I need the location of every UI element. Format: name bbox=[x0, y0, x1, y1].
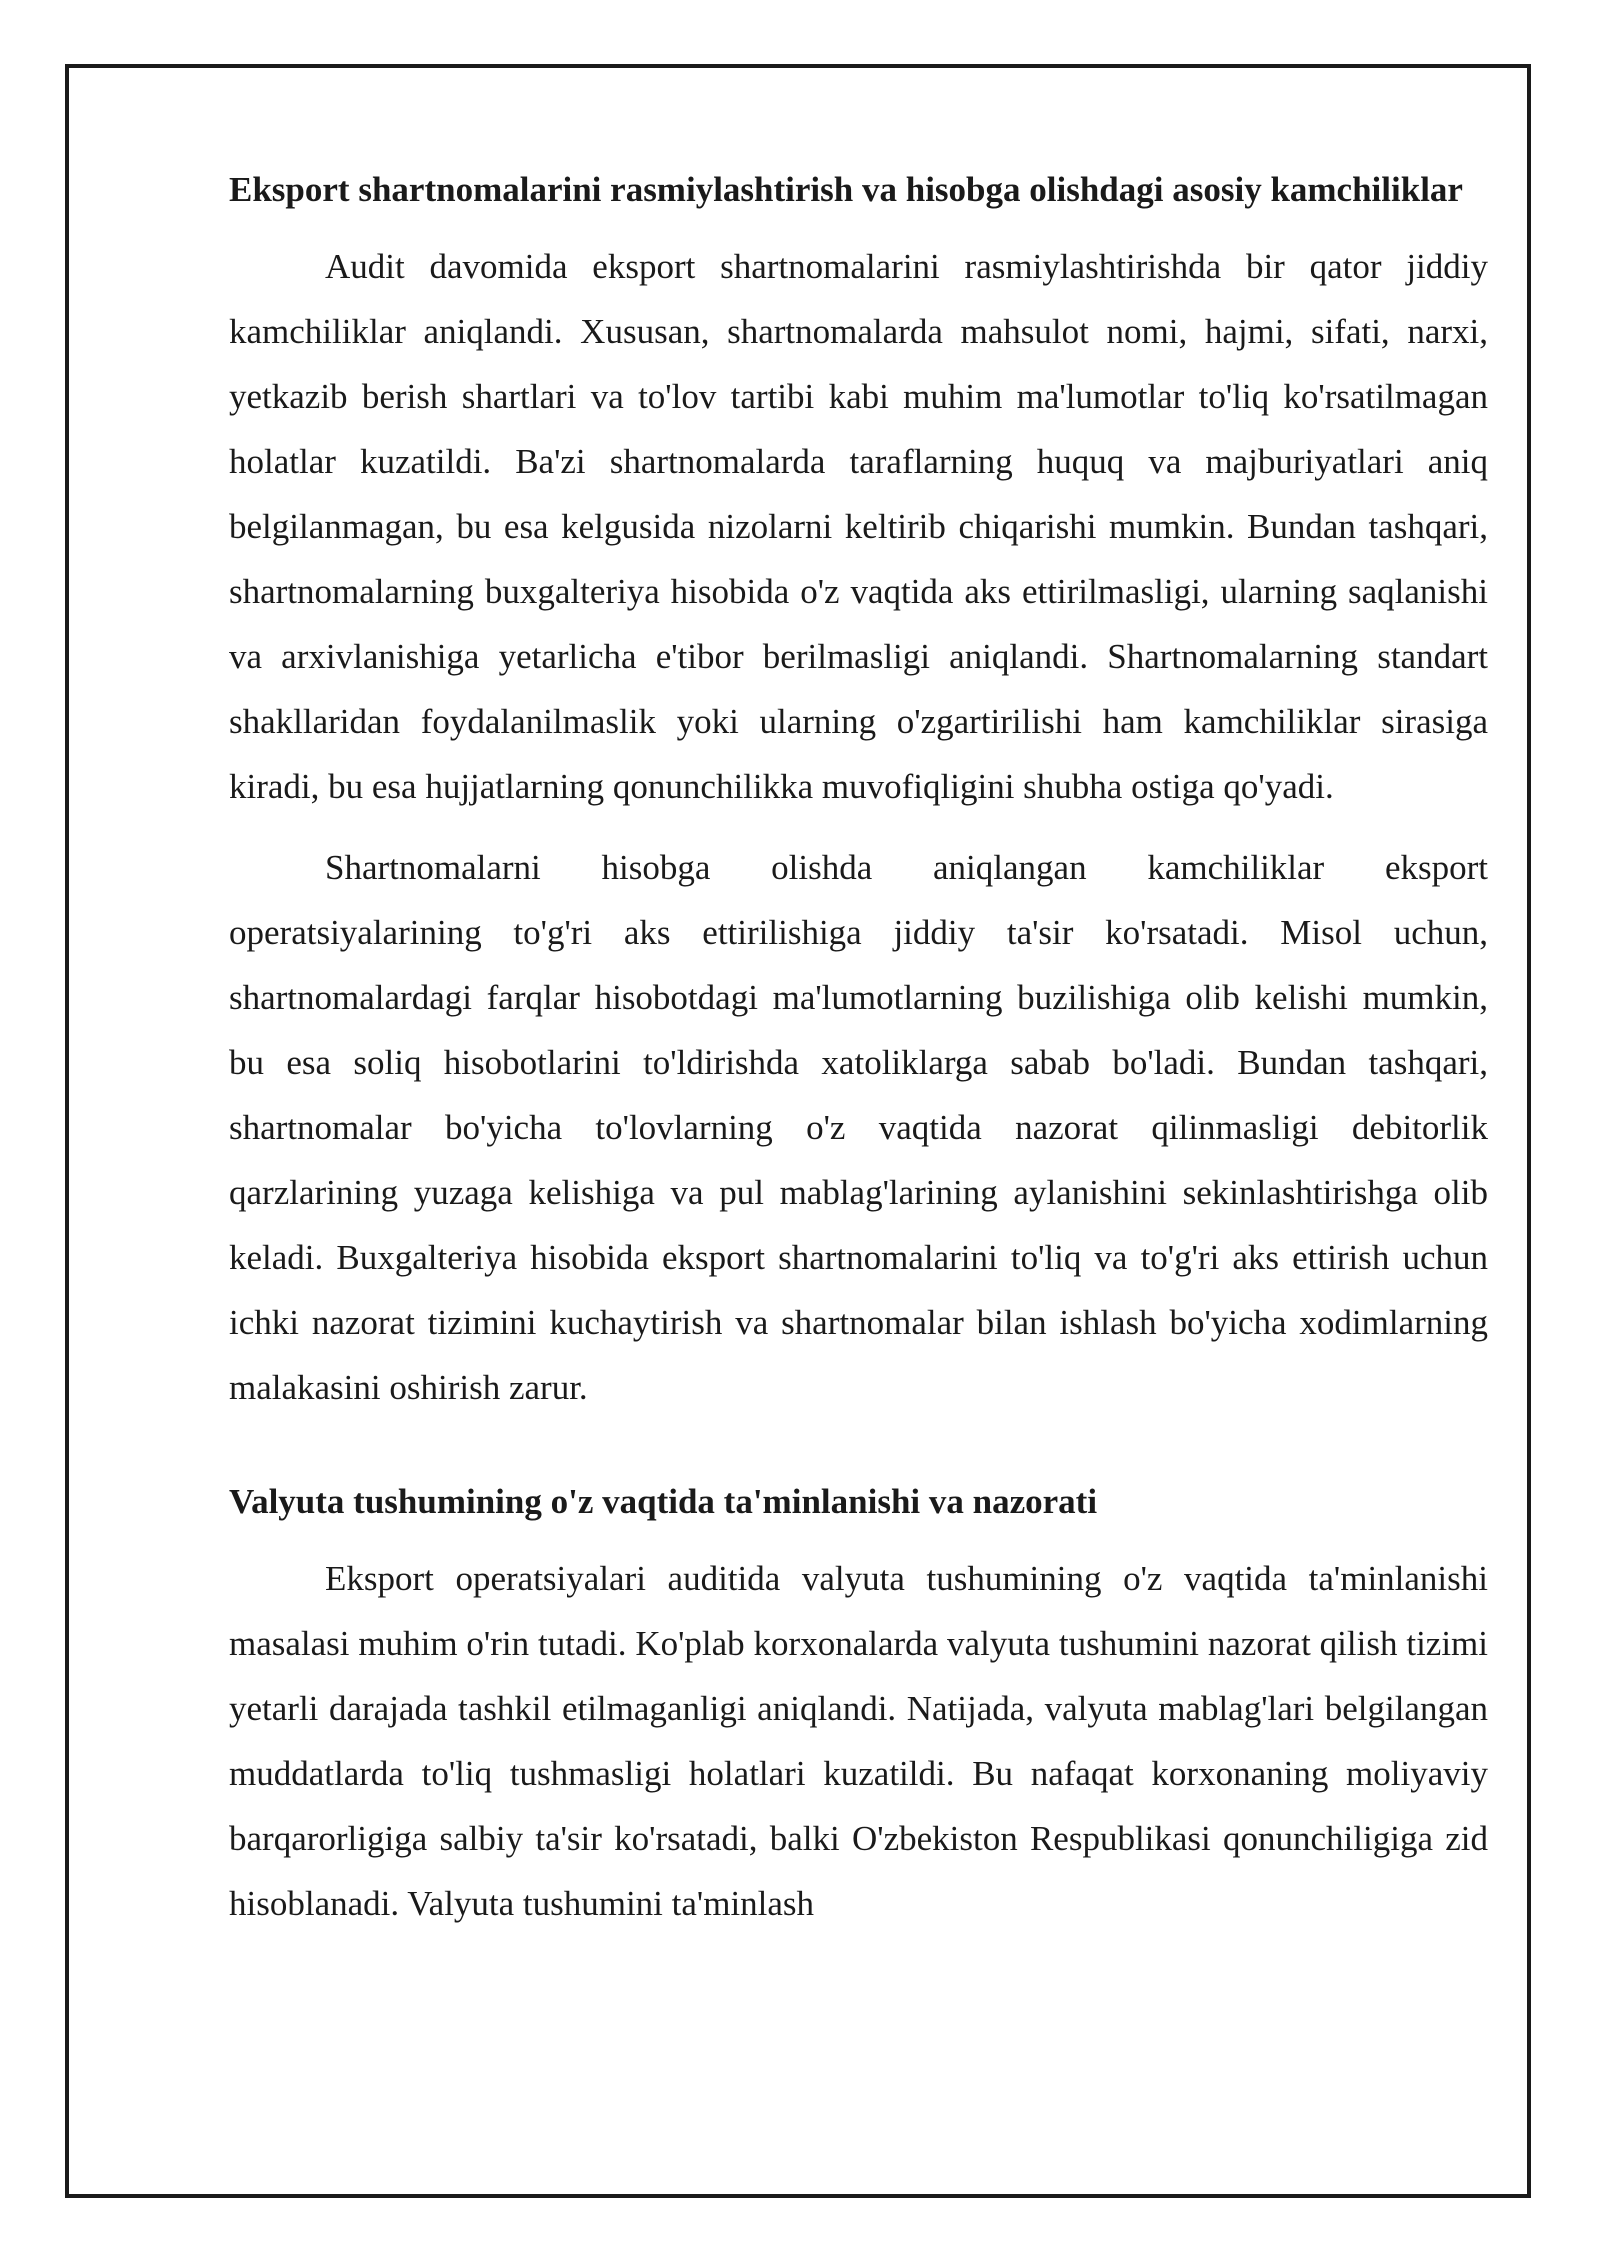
paragraph: Eksport operatsiyalari auditida valyuta tushumining o'z vaqtida ta'minlanishi masalasi muhim o'rin tutadi. Ko'plab korxonalarda valyuta tushumini nazorat qilish tizimi yetarli darajada tashkil etilmaganligi aniqlandi. Natijada, valyuta mablag'lari belgilangan muddatlarda to'liq tushmasligi holatlari kuzatildi. Bu nafaqat korxonaning moliyaviy barqarorligiga salbiy ta'sir ko'rsatadi, balki O'zbekiston Respublikasi qonunchiligiga zid hisoblanadi. Valyuta tushumini ta'minlash bbox=[229, 1559, 1488, 1923]
document-body bbox=[229, 166, 1488, 1936]
paragraph: Shartnomalarni hisobga olishda aniqlangan kamchiliklar eksport operatsiyalarining to'g'ri aks ettirilishiga jiddiy ta'sir ko'rsatadi. Misol uchun, shartnomalardagi farqlar hisobotdagi ma'lumotlarning buzilishiga olib kelishi mumkin, bu esa soliq hisobotlarini to'ldirishda xatoliklarga sabab bo'ladi. Bundan tashqari, shartnomalar bo'yicha to'lovlarning o'z vaqtida nazorat qilinmasligi debitorlik qarzlarining yuzaga kelishiga va pul mablag'larining aylanishini sekinlashtirishga olib keladi. Buxgalteriya hisobida eksport shartnomalarini to'liq va to'g'ri aks ettirish uchun ichki nazorat tizimini kuchaytirish va shartnomalar bilan ishlash bo'yicha xodimlarning malakasini oshirish zarur. bbox=[229, 848, 1488, 1407]
section-heading-currency-revenue: Valyuta tushumining o'z vaqtida ta'minlanishi va nazorati bbox=[229, 1482, 1098, 1521]
paragraph: Audit davomida eksport shartnomalarini rasmiylashtirishda bir qator jiddiy kamchiliklar aniqlandi. Xususan, shartnomalarda mahsulot nomi, hajmi, sifati, narxi, yetkazib berish shartlari va to'lov tartibi kabi muhim ma'lumotlar to'liq ko'rsatilmagan holatlar kuzatildi. Ba'zi shartnomalarda taraflarning huquq va majburiyatlari aniq belgilanmagan, bu esa kelgusida nizolarni keltirib chiqarishi mumkin. Bundan tashqari, shartnomalarning buxgalteriya hisobida o'z vaqtida aks ettirilmasligi, ularning saqlanishi va arxivlanishiga yetarlicha e'tibor berilmasligi aniqlandi. Shartnomalarning standart shakllaridan foydalanilmaslik yoki ularning o'zgartirilishi ham kamchiliklar sirasiga kiradi, bu esa hujjatlarning qonunchilikka muvofiqligini shubha ostiga qo'yadi. bbox=[229, 247, 1488, 806]
section-heading-export-contracts: Eksport shartnomalarini rasmiylashtirish va hisobga olishdagi asosiy kamchiliklar bbox=[229, 170, 1463, 209]
